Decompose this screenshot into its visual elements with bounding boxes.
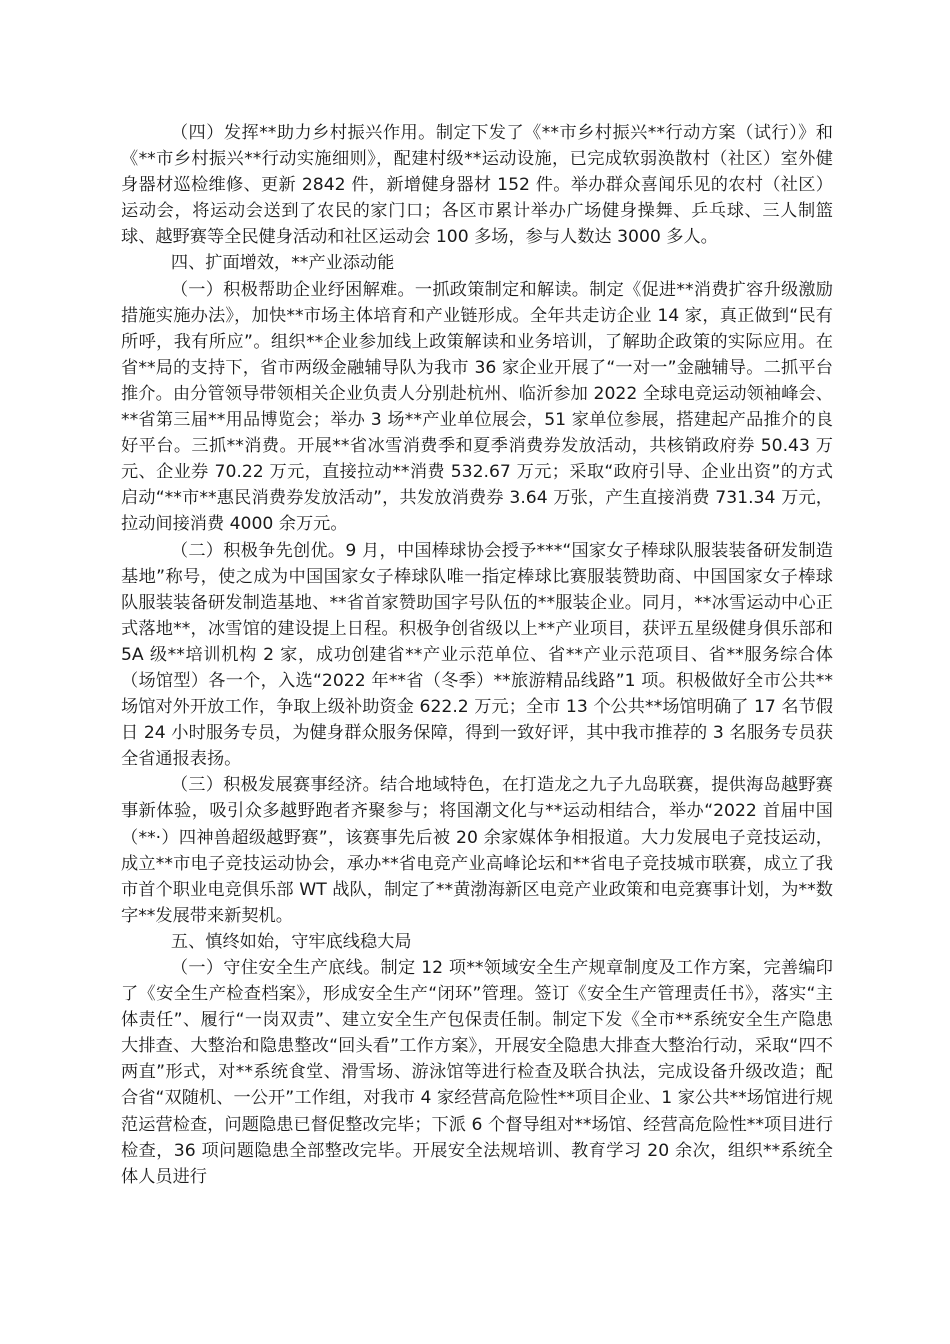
section-heading-safety: 五、慎终如始，守牢底线稳大局 [170,931,412,952]
paragraph-excellence: （二）积极争先创优。9 月，中国棒球协会授予***“国家女子棒球队服装装备研发制造基地”称号，使之成为中国国家女子棒球队唯一指定棒球比赛服装赞助商、中国国家女子棒球队服装装备研发制造基地、**省首家赞助国字号队伍的**服装企业。同月，**冰雪运动中心正式落地**，冰雪馆的建设提上日程。积极争创省级以上**产业项目，获评五星级健身俱乐部和 5A 级**培训机构 2 家，成功创建省**产业示范单位、省**产业示范项目、省**服务综合体（场馆型）各一个，入选“2022 年**省（冬季）**旅游精品线路”1 项。积极做好全市公共**场馆对外开放工作，争取上级补助资金 622.2 万元；全市 13 个公共**场馆明确了 17 名节假日 24 小时服务专员，为健身群众服务保障，得到一致好评，其中我市推荐的 3 名服务专员获全省通报表扬。 [121,540,833,770]
paragraph-enterprise-relief: （一）积极帮助企业纾困解难。一抓政策制定和解读。制定《促进**消费扩容升级激励措施实施办法》，加快**市场主体培育和产业链形成。全年共走访企业 14 家，真正做到“民有所呼，我有所应”。组织**企业参加线上政策解读和业务培训，了解助企政策的实际应用。在省**局的支持下，省市两级金融辅导队为我市 36 家企业开展了“一对一”金融辅导。二抓平台推介。由分管领导带领相关企业负责人分别赴杭州、临沂参加 2022 全球电竞运动领袖峰会、**省第三届**用品博览会；举办 3 场**产业单位展会，51 家单位参展，搭建起产品推介的良好平台。三抓**消费。开展**省冰雪消费季和夏季消费券发放活动，共核销政府券 50.43 万元、企业券 70.22 万元，直接拉动**消费 532.67 万元；采取“政府引导、企业出资”的方式启动“**市**惠民消费券发放活动”，共发放消费券 3.64 万张，产生直接消费 731.34 万元，拉动间接消费 4000 余万元。 [121,279,833,535]
document-body [121,120,833,1190]
paragraph-rural-revitalization: （四）发挥**助力乡村振兴作用。制定下发了《**市乡村振兴**行动方案（试行）》和《**市乡村振兴**行动实施细则》，配建村级**运动设施，已完成软弱涣散村（社区）室外健身器材巡检维修、更新 2842 件，新增健身器材 152 件。举办群众喜闻乐见的农村（社区）运动会，将运动会送到了农民的家门口；各区市累计举办广场健身操舞、乒乓球、三人制篮球、越野赛等全民健身活动和社区运动会 100 多场，参与人数达 3000 多人。 [121,123,833,248]
paragraph-production-safety: （一）守住安全生产底线。制定 12 项**领域安全生产规章制度及工作方案，完善编印了《安全生产检查档案》，形成安全生产“闭环”管理。签订《安全生产管理责任书》，落实“主体责任”、履行“一岗双责”、建立安全生产包保责任制。制定下发《全市**系统安全生产隐患大排查、大整治和隐患整改“回头看”工作方案》，开展安全隐患大排查大整治行动，采取“四不两直”形式，对**系统食堂、滑雪场、游泳馆等进行检查及联合执法，完成设备升级改造；配合省“双随机、一公开”工作组，对我市 4 家经营高危险性**项目企业、1 家公共**场馆进行规范运营检查，问题隐患已督促整改完毕；下派 6 个督导组对**场馆、经营高危险性**项目进行检查，36 项问题隐患全部整改完毕。开展安全法规培训、教育学习 20 余次，组织**系统全体人员进行 [121,958,833,1187]
paragraph-event-economy: （三）积极发展赛事经济。结合地域特色，在打造龙之九子九岛联赛，提供海岛越野赛事新体验，吸引众多越野跑者齐聚参与；将国潮文化与**运动相结合，举办“2022 首届中国（**·）四神兽超级越野赛”，该赛事先后被 20 余家媒体争相报道。大力发展电子竞技运动，成立**市电子竞技运动协会，承办**省电竞产业高峰论坛和**省电子竞技城市联赛，成立了我市首个职业电竞俱乐部 WT 战队，制定了**黄渤海新区电竞产业政策和电竞赛事计划，为**数字**发展带来新契机。 [121,775,833,926]
section-heading-industry: 四、扩面增效，**产业添动能 [170,253,395,274]
